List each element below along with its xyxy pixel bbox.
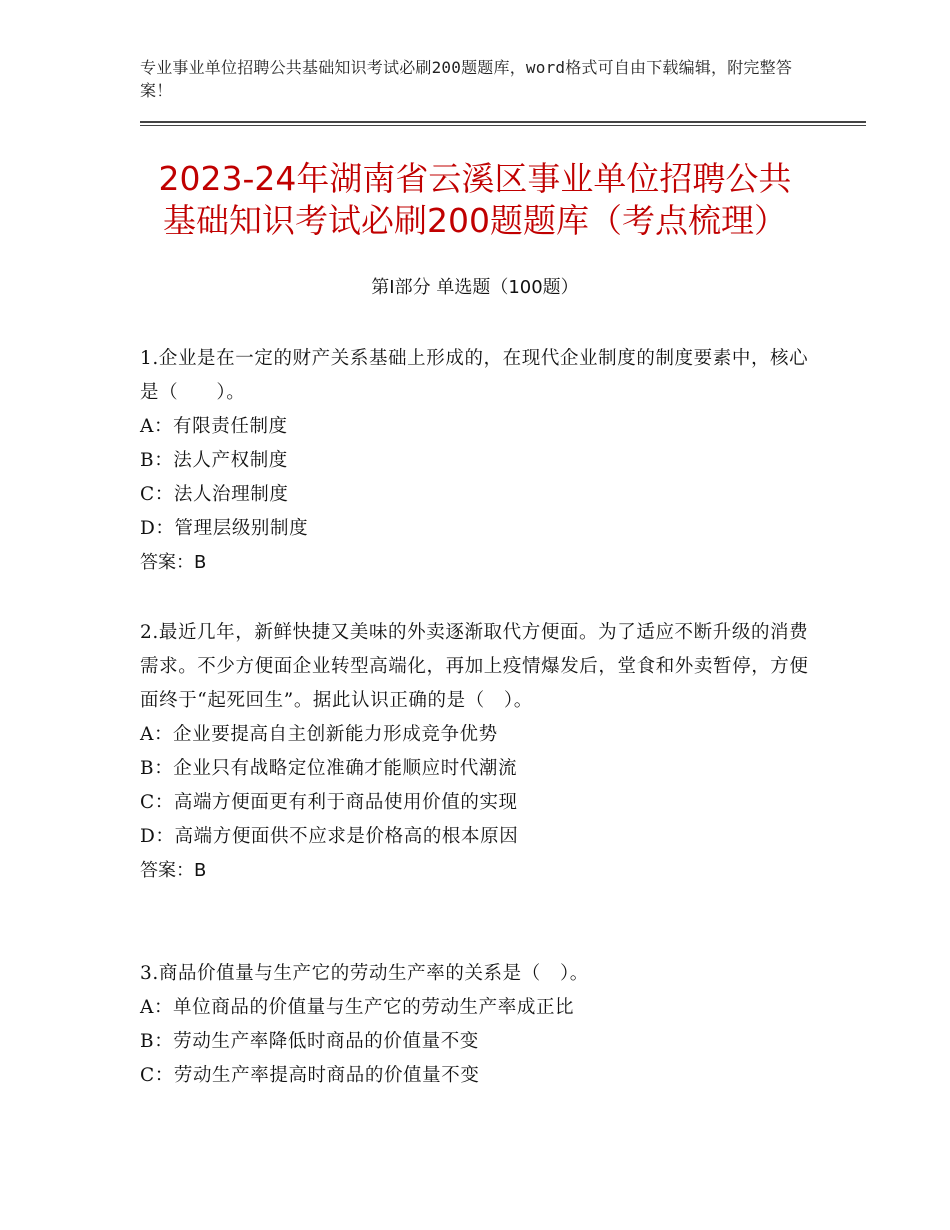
option-a: A：单位商品的价值量与生产它的劳动生产率成正比 — [140, 997, 575, 1018]
answer-label: 答案：B — [140, 552, 207, 573]
header-note: 专业事业单位招聘公共基础知识考试必刷200题题库，word格式可自由下载编辑，附完整答案！ — [140, 58, 793, 100]
document-title-line-2: 基础知识考试必刷200题题库（考点梳理） — [163, 201, 787, 240]
option-b: B：劳动生产率降低时商品的价值量不变 — [140, 1031, 479, 1052]
header-divider-thick — [140, 121, 866, 123]
option-d: D：高端方便面供不应求是价格高的根本原因 — [140, 826, 519, 847]
document-title — [100, 158, 850, 242]
option-a: A：企业要提高自主创新能力形成竞争优势 — [140, 724, 498, 745]
question-stem: 1.企业是在一定的财产关系基础上形成的，在现代企业制度的制度要素中，核心是（ ）。 — [140, 348, 809, 403]
option-b: B：法人产权制度 — [140, 450, 288, 471]
option-d: D：管理层级别制度 — [140, 518, 309, 539]
option-c: C：高端方便面更有利于商品使用价值的实现 — [140, 792, 518, 813]
option-b: B：企业只有战略定位准确才能顺应时代潮流 — [140, 758, 518, 779]
header-divider-thin — [140, 125, 866, 126]
option-a: A：有限责任制度 — [140, 416, 288, 437]
question-stem: 2.最近几年，新鲜快捷又美味的外卖逐渐取代方便面。为了适应不断升级的消费需求。不少方便面企业转型高端化，再加上疫情爆发后，堂食和外卖暂停，方便面终于“起死回生”。据此认识正确的是（ ）。 — [140, 622, 809, 711]
document-title-line-1: 2023-24年湖南省云溪区事业单位招聘公共 — [158, 159, 792, 198]
question-3 — [140, 957, 810, 1093]
answer-label: 答案：B — [140, 860, 207, 881]
option-c: C：劳动生产率提高时商品的价值量不变 — [140, 1065, 480, 1086]
question-stem: 3.商品价值量与生产它的劳动生产率的关系是（ ）。 — [140, 963, 589, 984]
option-c: C：法人治理制度 — [140, 484, 289, 505]
question-1 — [140, 342, 810, 580]
section-heading: 第Ⅰ部分 单选题（100题） — [371, 277, 579, 298]
question-2 — [140, 616, 810, 888]
